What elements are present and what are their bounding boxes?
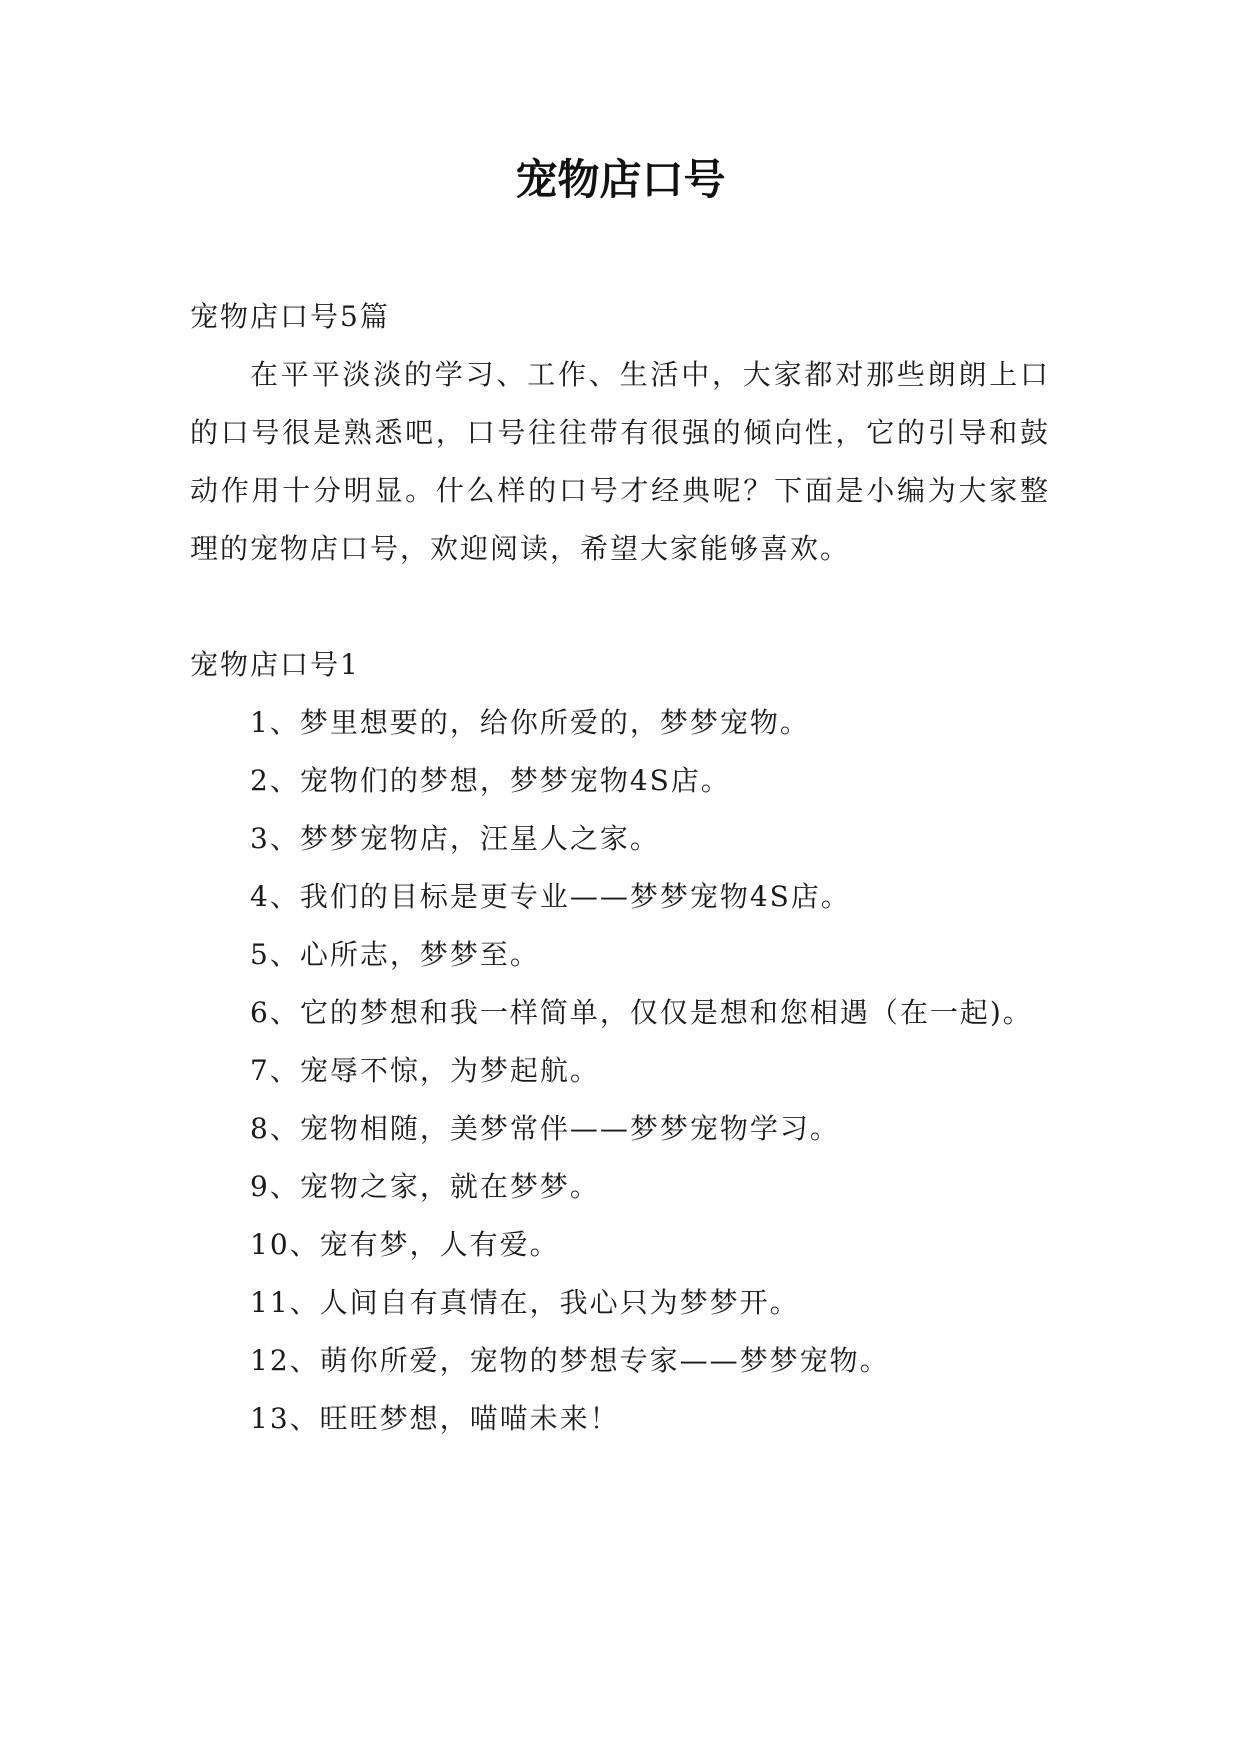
slogan-item: 10、宠有梦，人有爱。 xyxy=(250,1228,560,1261)
slogan-item: 2、宠物们的梦想，梦梦宠物4S店。 xyxy=(250,764,731,797)
paragraph-spacer xyxy=(190,578,1050,636)
slogan-item: 11、人间自有真情在，我心只为梦梦开。 xyxy=(250,1286,800,1319)
document-body xyxy=(190,288,1050,1448)
slogan-item: 4、我们的目标是更专业——梦梦宠物4S店。 xyxy=(250,880,851,913)
slogan-list xyxy=(190,694,1050,1448)
intro-paragraph: 在平平淡淡的学习、工作、生活中，大家都对那些朗朗上口的口号很是熟悉吧，口号往往带有很强的倾向性，它的引导和鼓动作用十分明显。什么样的口号才经典呢？下面是小编为大家整理的宠物店口号，欢迎阅读，希望大家能够喜欢。 xyxy=(190,358,1050,565)
slogan-item: 8、宠物相随，美梦常伴——梦梦宠物学习。 xyxy=(250,1112,840,1145)
slogan-item: 12、萌你所爱，宠物的梦想专家——梦梦宠物。 xyxy=(250,1344,890,1377)
slogan-item: 7、宠辱不惊，为梦起航。 xyxy=(250,1054,600,1087)
slogan-item: 6、它的梦想和我一样简单，仅仅是想和您相遇（在一起)。 xyxy=(250,996,1033,1029)
slogan-item: 5、心所志，梦梦至。 xyxy=(250,938,540,971)
section-heading: 宠物店口号1 xyxy=(190,648,360,681)
subtitle: 宠物店口号5篇 xyxy=(190,300,390,333)
document-title: 宠物店口号 xyxy=(515,155,726,204)
slogan-item: 13、旺旺梦想，喵喵未来！ xyxy=(250,1402,620,1435)
slogan-item: 9、宠物之家，就在梦梦。 xyxy=(250,1170,600,1203)
slogan-item: 3、梦梦宠物店，汪星人之家。 xyxy=(250,822,660,855)
slogan-item: 1、梦里想要的，给你所爱的，梦梦宠物。 xyxy=(250,706,810,739)
